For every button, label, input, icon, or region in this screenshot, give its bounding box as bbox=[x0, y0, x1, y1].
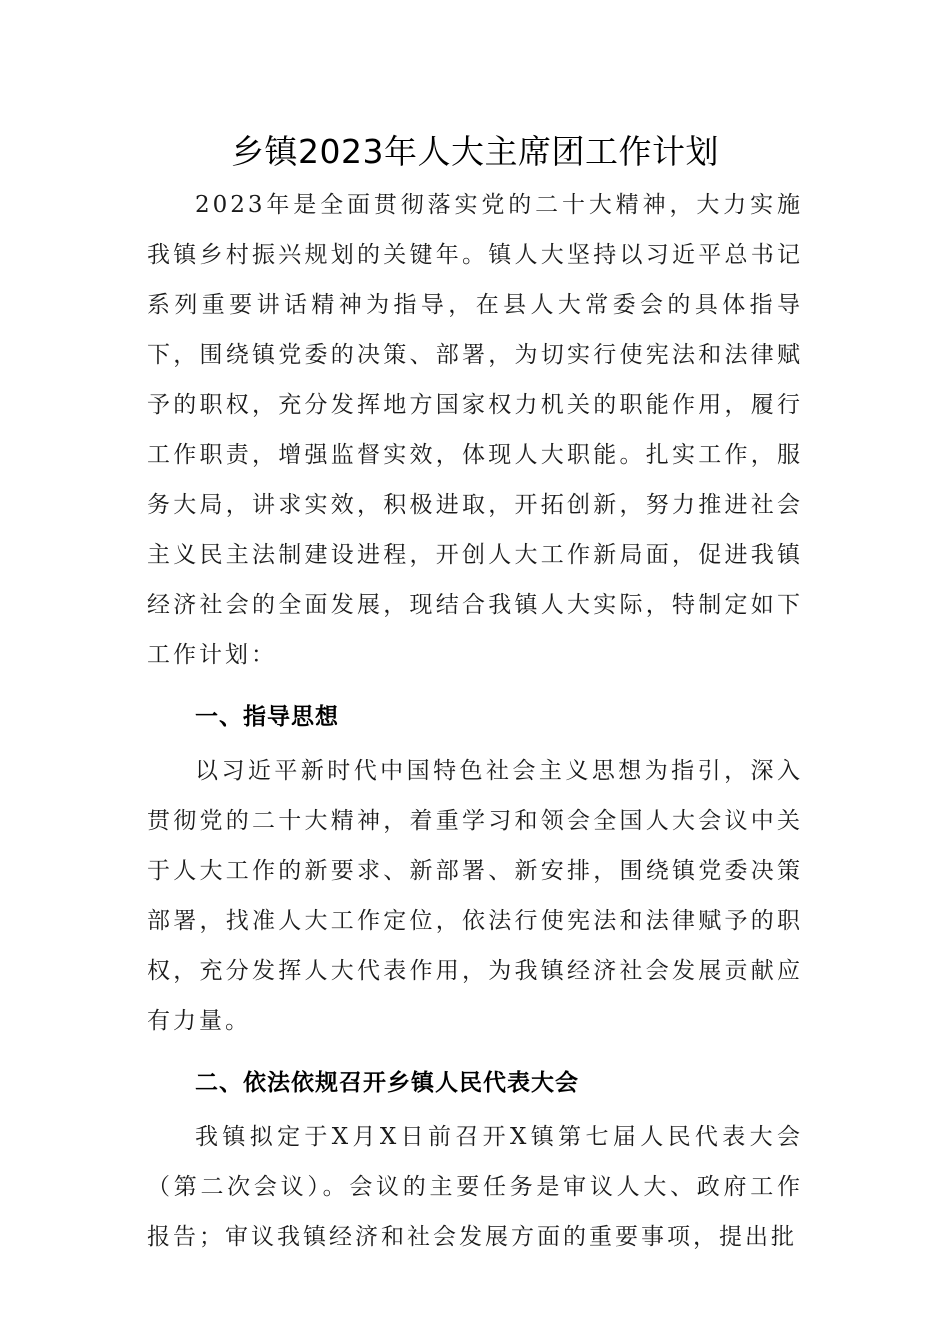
section-paragraph-guiding-ideology: 以习近平新时代中国特色社会主义思想为指引，深入贯彻党的二十大精神，着重学习和领会全国人大会议中关于人大工作的新要求、新部署、新安排，围绕镇党委决策部署，找准人大工作定位，依法行使宪法和法律赋予的职权，充分发挥人大代表作用，为我镇经济社会发展贡献应有力量。 bbox=[147, 758, 803, 1034]
section-paragraph-congress: 我镇拟定于X月X日前召开X镇第七届人民代表大会（第二次会议）。会议的主要任务是审议人大、政府工作报告；审议我镇经济和社会发展方面的重要事项，提出批 bbox=[147, 1124, 803, 1250]
section-heading-guiding-ideology: 一、指导思想 bbox=[195, 704, 339, 730]
section-heading-congress: 二、依法依规召开乡镇人民代表大会 bbox=[195, 1070, 579, 1096]
document-title: 乡镇2023年人大主席团工作计划 bbox=[231, 132, 719, 171]
spacer bbox=[147, 680, 803, 692]
intro-paragraph: 2023年是全面贯彻落实党的二十大精神，大力实施我镇乡村振兴规划的关键年。镇人大坚持以习近平总书记系列重要讲话精神为指导，在县人大常委会的具体指导下，围绕镇党委的决策、部署，为切实行使宪法和法律赋予的职权，充分发挥地方国家权力机关的职能作用，履行工作职责，增强监督实效，体现人大职能。扎实工作，服务大局，讲求实效，积极进取，开拓创新，努力推进社会主义民主法制建设进程，开创人大工作新局面，促进我镇经济社会的全面发展，现结合我镇人大实际，特制定如下工作计划： bbox=[147, 192, 803, 668]
document-body bbox=[147, 180, 803, 1262]
spacer bbox=[147, 1046, 803, 1058]
